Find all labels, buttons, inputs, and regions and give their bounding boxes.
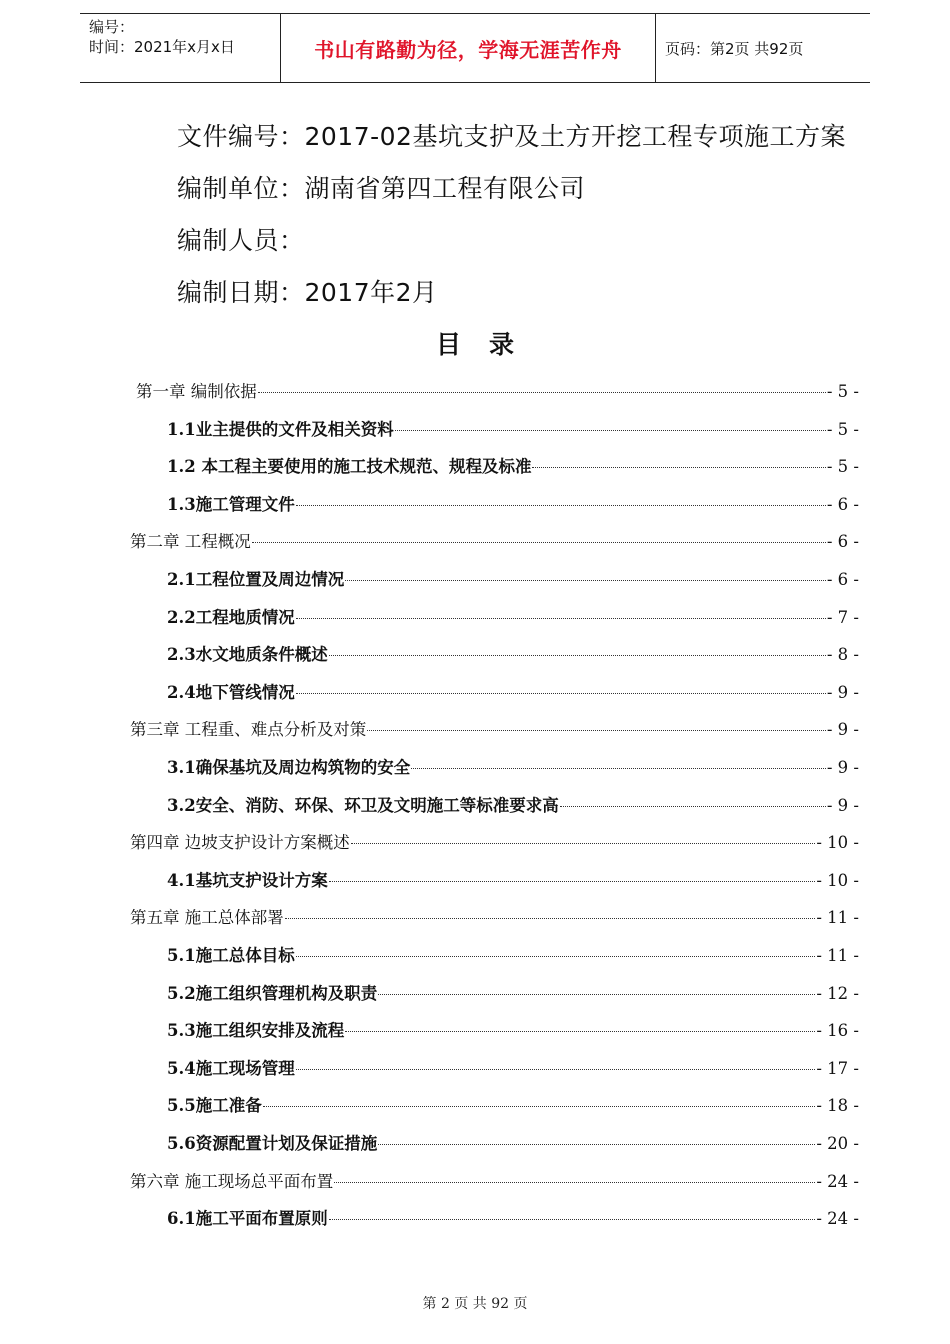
toc-entry-page: - 6 - — [826, 532, 859, 552]
toc-entry-label: 1.3施工管理文件 — [167, 494, 295, 514]
toc-entry-label: 第四章 边坡支护设计方案概述 — [130, 833, 350, 853]
toc-entry[interactable] — [167, 1092, 859, 1118]
toc-entry-label: 第六章 施工现场总平面布置 — [130, 1171, 334, 1191]
toc-entry-label: 5.4施工现场管理 — [167, 1058, 295, 1078]
toc-entry-label: 5.6资源配置计划及保证措施 — [167, 1134, 378, 1153]
compiling-staff: 编制人员： — [177, 226, 305, 255]
header-info — [80, 14, 280, 82]
toc-entry-page: - 9 - — [826, 795, 859, 815]
toc-entry-page: - 11 - — [816, 908, 859, 928]
toc-dot-leader — [351, 843, 816, 844]
toc-entry[interactable] — [130, 716, 859, 742]
toc-dot-leader — [411, 768, 826, 769]
toc-entry[interactable] — [167, 867, 859, 893]
toc-entry[interactable] — [167, 1017, 859, 1043]
toc-entry[interactable] — [130, 829, 859, 855]
toc-entry[interactable] — [167, 416, 859, 442]
toc-dot-leader — [329, 881, 816, 882]
header-slogan: 书山有路勤为径，学海无涯苦作舟 — [314, 37, 622, 62]
toc-entry-page: - 6 - — [826, 570, 859, 589]
toc-dot-leader — [334, 1182, 815, 1183]
toc-dot-leader — [345, 580, 826, 581]
toc-entry-page: - 9 - — [826, 682, 859, 702]
toc-dot-leader — [263, 1106, 816, 1107]
toc-entry[interactable] — [167, 679, 859, 705]
toc-entry[interactable] — [130, 1168, 859, 1194]
toc-entry-label: 4.1基坑支护设计方案 — [167, 870, 328, 890]
toc-entry[interactable] — [167, 453, 859, 479]
toc-entry-label: 第二章 工程概况 — [130, 532, 251, 552]
header-time: 时间：2021年x月x日 — [89, 38, 235, 56]
toc-entry[interactable] — [167, 566, 859, 592]
toc-entry[interactable] — [167, 641, 859, 667]
toc-dot-leader — [296, 618, 826, 619]
toc-entry-label: 1.1业主提供的文件及相关资料 — [167, 419, 394, 439]
toc-dot-leader — [252, 542, 826, 543]
toc-entry-page: - 16 - — [816, 1021, 859, 1041]
toc-entry-label: 第三章 工程重、难点分析及对策 — [130, 720, 367, 740]
toc-entry[interactable] — [167, 792, 859, 818]
toc-entry[interactable] — [167, 604, 859, 630]
toc-entry-label: 第一章 编制依据 — [136, 382, 257, 401]
toc-title: 目录 — [435, 330, 542, 359]
toc-entry[interactable] — [167, 1055, 859, 1081]
toc-entry-page: - 24 - — [816, 1171, 859, 1191]
toc-entry[interactable] — [167, 491, 859, 517]
toc-dot-leader — [296, 1069, 816, 1070]
toc-dot-leader — [395, 430, 826, 431]
toc-entry-page: - 7 - — [826, 607, 859, 627]
toc-entry-page: - 5 - — [826, 419, 859, 439]
toc-entry-label: 3.2安全、消防、环保、环卫及文明施工等标准要求高 — [167, 795, 559, 815]
toc-entry-label: 2.4地下管线情况 — [167, 682, 295, 702]
toc-entry[interactable] — [167, 942, 859, 968]
toc-dot-leader — [258, 392, 826, 393]
toc-dot-leader — [296, 505, 826, 506]
toc-entry-page: - 8 - — [826, 645, 859, 665]
toc-entry-label: 5.3施工组织安排及流程 — [167, 1021, 345, 1041]
toc-entry[interactable] — [136, 378, 859, 404]
compiling-date: 编制日期：2017年2月 — [177, 278, 438, 307]
toc-entry[interactable] — [167, 754, 859, 780]
toc-entry-page: - 10 - — [816, 833, 859, 853]
toc-dot-leader — [378, 994, 815, 995]
toc-entry-page: - 9 - — [826, 720, 859, 740]
toc-entry[interactable] — [167, 1205, 859, 1231]
toc-entry-page: - 5 - — [826, 382, 859, 401]
toc-entry-page: - 11 - — [816, 946, 859, 965]
header-number: 编号： — [89, 18, 135, 36]
toc-dot-leader — [367, 730, 826, 731]
toc-entry-label: 2.2工程地质情况 — [167, 607, 295, 627]
compiling-unit: 编制单位：湖南省第四工程有限公司 — [177, 174, 586, 203]
header-page-info: 页码：第2页 共92页 — [665, 39, 804, 58]
toc-dot-leader — [296, 956, 816, 957]
toc-entry-label: 第五章 施工总体部署 — [130, 908, 284, 928]
toc-dot-leader — [329, 1219, 816, 1220]
page-footer: 第 2 页 共 92 页 — [422, 1296, 528, 1312]
toc-entry-page: - 17 - — [816, 1058, 859, 1078]
toc-dot-leader — [378, 1144, 815, 1145]
toc-entry-label: 2.1工程位置及周边情况 — [167, 570, 345, 589]
page-header — [80, 13, 870, 83]
toc-entry-label: 5.5施工准备 — [167, 1096, 262, 1116]
toc-entry[interactable] — [167, 1130, 859, 1156]
toc-dot-leader — [285, 918, 816, 919]
toc-dot-leader — [532, 467, 825, 468]
toc-entry-label: 1.2 本工程主要使用的施工技术规范、规程及标准 — [167, 457, 532, 477]
toc-entry-page: - 6 - — [826, 494, 859, 514]
toc-entry-page: - 18 - — [816, 1096, 859, 1116]
toc-entry-page: - 10 - — [816, 870, 859, 890]
toc-entry-page: - 24 - — [816, 1209, 859, 1229]
toc-entry-label: 2.3水文地质条件概述 — [167, 645, 328, 665]
file-number: 文件编号：2017-02基坑支护及土方开挖工程专项施工方案 — [177, 122, 846, 151]
toc-entry[interactable] — [130, 528, 859, 554]
toc-entry-label: 6.1施工平面布置原则 — [167, 1209, 328, 1229]
toc-dot-leader — [345, 1031, 815, 1032]
toc-entry-label: 5.1施工总体目标 — [167, 946, 295, 965]
toc-entry-page: - 20 - — [816, 1134, 859, 1153]
toc-dot-leader — [329, 655, 826, 656]
toc-entry-label: 3.1确保基坑及周边构筑物的安全 — [167, 758, 411, 777]
header-slogan-cell — [280, 14, 656, 82]
toc-entry-label: 5.2施工组织管理机构及职责 — [167, 983, 378, 1003]
toc-entry-page: - 5 - — [826, 457, 859, 477]
toc-entry[interactable] — [130, 904, 859, 930]
toc-entry-page: - 9 - — [826, 758, 859, 777]
toc-entry[interactable] — [167, 980, 859, 1006]
toc-entry-page: - 12 - — [816, 983, 859, 1003]
header-page-info-cell — [656, 14, 870, 82]
toc-dot-leader — [560, 806, 826, 807]
toc-dot-leader — [296, 693, 826, 694]
